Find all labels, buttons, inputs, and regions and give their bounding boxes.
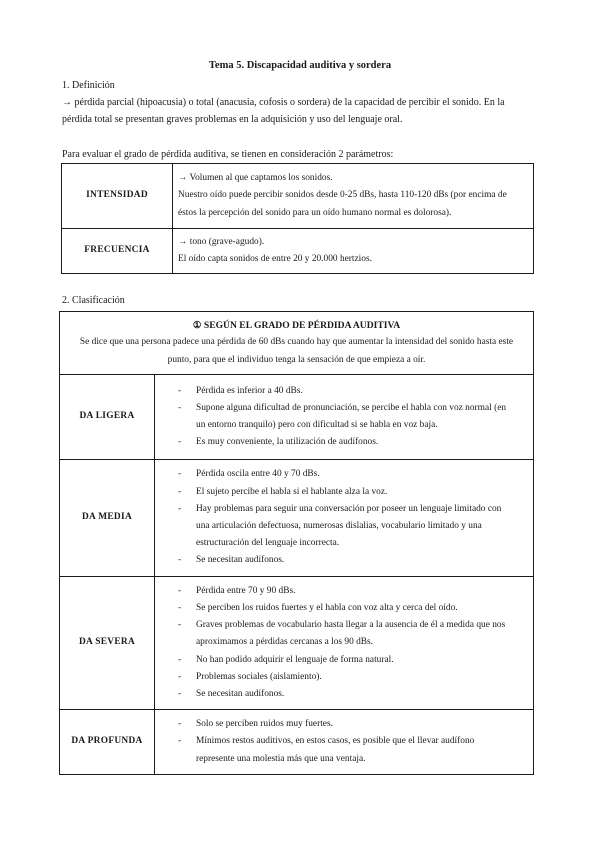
definition-line-1: → pérdida parcial (hipoacusia) o total (anacusia, cofosis o sordera) de la capacidad de percibir el sonido. En la: [62, 97, 505, 108]
grade-label: DA LIGERA: [60, 375, 155, 460]
parameter-label: INTENSIDAD: [62, 164, 173, 229]
parameter-label: FRECUENCIA: [62, 229, 173, 274]
list-item: - Se necesitan audífonos.: [178, 552, 533, 569]
list-item: - Se perciben los ruidos fuertes y el habla con voz alta y cerca del oído.: [178, 600, 533, 617]
table-row: [62, 164, 534, 229]
parameter-line: éstos la percepción del sonido para un oído humano normal es dolorosa).: [178, 207, 452, 218]
classification-intro-line: Se dice que una persona padece una pérdida de 60 dBs cuando hay que aumentar la intensidad del sonido hasta este: [79, 337, 514, 348]
section-2-heading: 2. Clasificación: [62, 295, 125, 306]
list-item: - Solo se perciben ruidos muy fuertes.: [178, 716, 533, 733]
list-item: - Pérdida entre 70 y 90 dBs.: [178, 583, 533, 600]
list-item: - El sujeto percibe el habla si el hablante alza la voz.: [178, 484, 533, 501]
parameters-table: [61, 163, 534, 274]
list-item: - No han podido adquirir el lenguaje de forma natural.: [178, 652, 533, 669]
parameters-intro: Para evaluar el grado de pérdida auditiva, se tienen en consideración 2 parámetros:: [62, 149, 394, 160]
table-row: [62, 229, 534, 274]
list-item: - Problemas sociales (aislamiento).: [178, 669, 533, 686]
classification-intro-line: punto, para que el individuo tenga la sensación de que empieza a oír.: [167, 354, 426, 365]
grade-label: DA MEDIA: [60, 460, 155, 577]
table-row: [60, 577, 534, 710]
grade-description: [155, 460, 534, 577]
classification-title: ① SEGÚN EL GRADO DE PÉRDIDA AUDITIVA: [192, 320, 401, 332]
parameter-line: → tono (grave-agudo).: [178, 236, 265, 247]
list-item: - Es muy conveniente, la utilización de audífonos.: [178, 434, 533, 451]
grade-label: DA SEVERA: [60, 577, 155, 710]
grade-label: DA PROFUNDA: [60, 710, 155, 775]
parameter-line: → Volumen al que captamos los sonidos.: [178, 173, 333, 184]
document-title: Tema 5. Discapacidad auditiva y sordera: [208, 60, 392, 71]
parameter-description: [173, 229, 534, 274]
list-item-continuation: una articulación defectuosa, numerosas dislalias, vocabulario limitado y una: [196, 521, 482, 531]
parameter-line: Nuestro oído puede percibir sonidos desde 0-25 dBs, hasta 110-120 dBs (por encima de: [178, 190, 507, 201]
list-item-continuation: represente una molestia más que una ventaja.: [196, 753, 366, 764]
table-row: [60, 375, 534, 460]
section-1-heading: 1. Definición: [62, 80, 115, 91]
classification-header: [60, 312, 534, 375]
list-item: - Mínimos restos auditivos, en estos casos, es posible que el llevar audífono: [178, 733, 533, 750]
list-item: - Hay problemas para seguir una conversación por poseer un lenguaje limitado con: [178, 501, 533, 518]
list-item-continuation: estructuración del lenguaje incorrecta.: [196, 538, 340, 549]
grade-description: [155, 577, 534, 710]
list-item: - Supone alguna dificultad de pronunciación, se percibe el habla con voz normal (en: [178, 400, 533, 417]
parameter-line: El oído capta sonidos de entre 20 y 20.000 hertzios.: [178, 254, 372, 264]
parameter-description: [173, 164, 534, 229]
classification-table: [59, 311, 534, 775]
list-item: - Pérdida es inferior a 40 dBs.: [178, 383, 533, 400]
table-row: [60, 710, 534, 775]
grade-description: [155, 375, 534, 460]
grade-description: [155, 710, 534, 775]
list-item: - Graves problemas de vocabulario hasta llegar a la ausencia de él a medida que nos: [178, 617, 533, 634]
list-item-continuation: un entorno tranquilo) pero con dificultad si se habla en voz baja.: [196, 420, 438, 430]
table-row: [60, 312, 534, 375]
list-item: - Se necesitan audífonos.: [178, 686, 533, 703]
definition-line-2: pérdida total se presentan graves problemas en la adquisición y uso del lenguaje oral.: [62, 114, 403, 125]
table-row: [60, 460, 534, 577]
list-item-continuation: aproximamos a pérdidas cercanas a los 90 dBs.: [196, 637, 374, 648]
list-item: - Pérdida oscila entre 40 y 70 dBs.: [178, 466, 533, 483]
